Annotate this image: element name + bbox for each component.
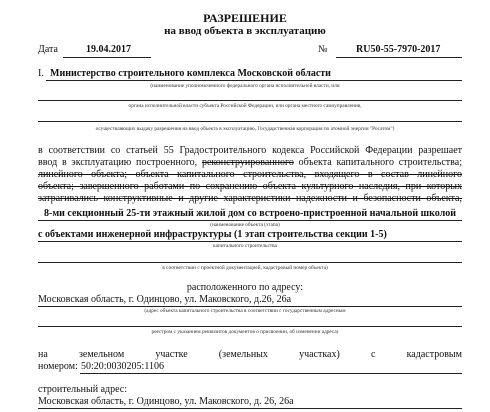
object-caption-name: (наименование объекта (этапа) (210, 222, 280, 228)
issuer-line-2 (38, 100, 462, 101)
object-underline-2 (38, 241, 462, 242)
construction-label: строительный адрес: (38, 384, 127, 395)
land-word-5: участках) (299, 349, 340, 360)
land-word-6: с (370, 349, 376, 360)
location-address: Московская область, г. Одинцово, ул. Маковского, д.26, 26а (38, 294, 292, 305)
section-numeral: I. (38, 68, 44, 79)
issuer-caption-3: осуществляющих выдачу разрешения на ввод объекта в эксплуатацию, Государственная корпорация по атомной энергии "Росатом") (95, 126, 395, 132)
construction-underline (38, 408, 462, 409)
document-title: РАЗРЕШЕНИЕ (203, 11, 287, 25)
issuer-name: Министерство строительного комплекса Московской области (50, 68, 331, 79)
body-line-4: объекта; завершенного работами по сохранению объекта культурного наследия, при которых (38, 181, 462, 192)
land-plot-line (38, 349, 462, 360)
body-line-3: линейного объекта; объекта капитального строительства, входящего в состав линейного (38, 169, 462, 180)
cadastral-number: 50:20:0030205:1106 (81, 361, 164, 372)
land-word-2: земельном (78, 349, 125, 360)
construction-address: Московская область, г. Одинцово, ул. Маковского, д. 26, 26а (38, 396, 294, 407)
issuer-caption-1: (наименование уполномоченного федерального органа исполнительной власти, или (150, 83, 340, 89)
land-word-4: (земельных (218, 349, 268, 360)
number-label: № (318, 44, 328, 55)
body-line-2-a: ввод в эксплуатацию построенного, (38, 157, 202, 168)
object-name-line-2: с объектами инженерной инфраструктуры (1 этап строительства секции 1-5) (38, 229, 387, 240)
location-caption-address: (адрес объекта капитального строительства в соответствии с государственным адресным (144, 308, 346, 314)
object-underline-1 (38, 220, 462, 221)
object-underline-3 (38, 262, 462, 263)
number-underline (336, 57, 462, 58)
issuer-line-3 (38, 121, 462, 122)
object-caption-capital: капитального строительства (213, 243, 277, 249)
issuer-underline (46, 80, 462, 81)
location-underline (38, 306, 462, 307)
body-line-2-c: объекта капитального строительства; (293, 157, 462, 168)
land-word-7: кадастровым (406, 349, 462, 360)
object-name-line-1: 8-ми секционный 25-ти этажный жилой дом со встроено-пристроенной начальной школой (44, 208, 456, 219)
body-line-5: затрагивались конструктивные и другие характеристики надежности и безопасности объекта, (38, 193, 462, 204)
number-value: RU50-55-7970-2017 (356, 44, 441, 55)
land-word-3: участке (155, 349, 188, 360)
date-label: Дата (38, 44, 58, 55)
cadastral-label: номером: (38, 361, 78, 372)
cadastral-underline (80, 373, 462, 374)
land-word-1: на (38, 349, 48, 360)
date-underline (63, 57, 151, 58)
location-underline-2 (38, 326, 462, 327)
location-caption-registry: реестром с указанием реквизитов документов о присвоении, об изменении адреса) (151, 329, 339, 335)
date-value: 19.04.2017 (86, 44, 131, 55)
document-subtitle: на ввод объекта в эксплуатацию (164, 25, 326, 37)
issuer-caption-2: органа исполнительной власти субъекта Российской Федерации, или органа местного самоуправления, (128, 103, 362, 109)
body-line-1: в соответствии со статьей 55 Градостроительного кодекса Российской Федерации разрешает (38, 145, 462, 156)
body-line-2 (38, 157, 462, 170)
object-caption-docs: в соответствии с проектной документацией, кадастровый номер объекта) (162, 265, 328, 271)
body-line-2-struck: реконструированного (201, 157, 294, 168)
location-heading: расположенного по адресу: (186, 282, 304, 293)
